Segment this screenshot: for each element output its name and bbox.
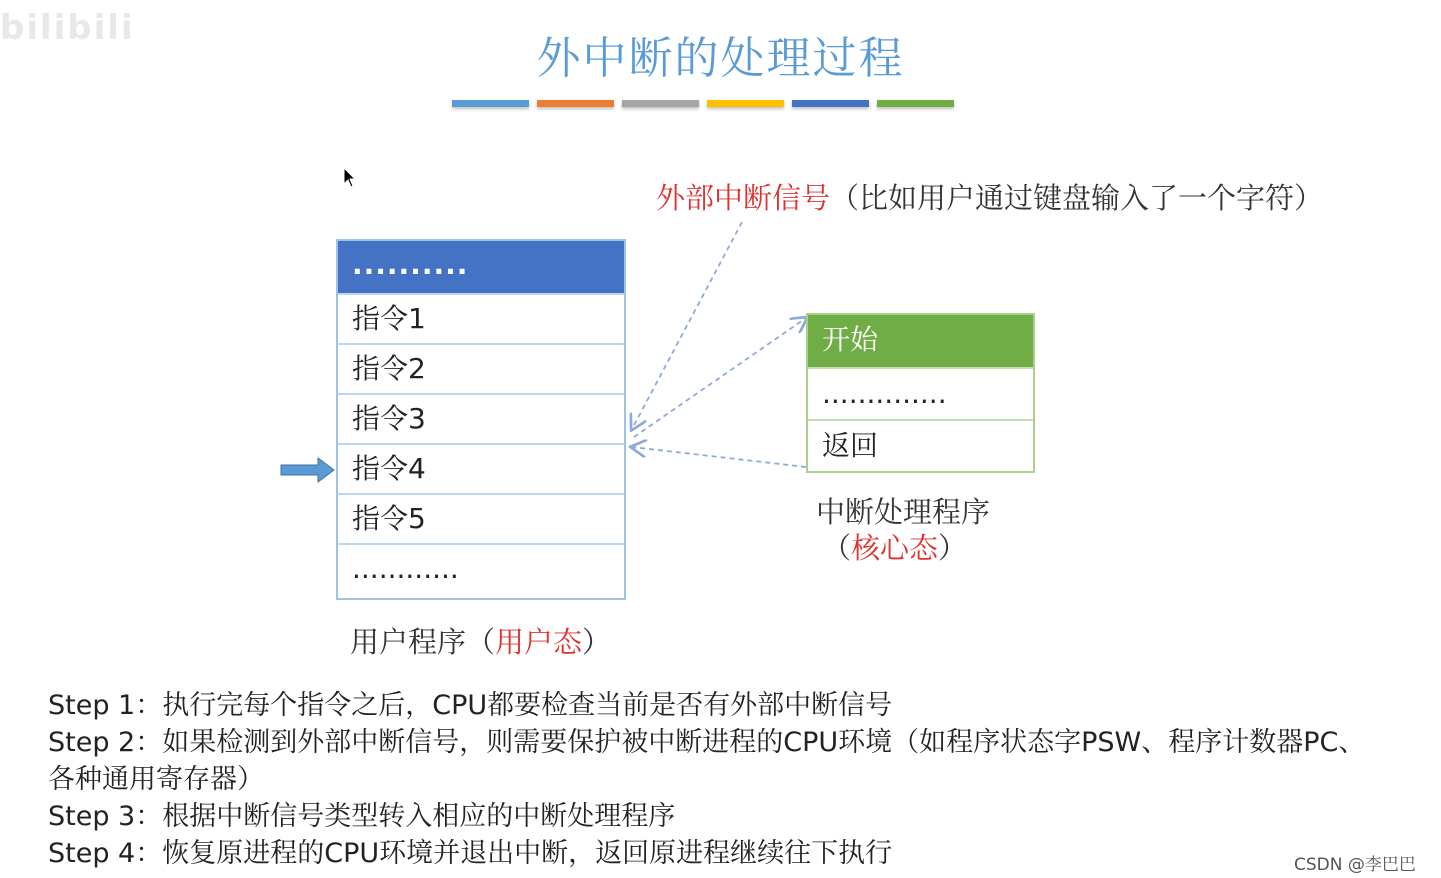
user-mode-label: 用户态 [495, 625, 583, 659]
user-caption-suffix: ） [582, 625, 612, 659]
user-program-caption [350, 620, 611, 661]
signal-label-red: 外部中断信号 [656, 181, 831, 215]
user-program-row: ............ [338, 543, 624, 598]
user-program-row: 指令4 [338, 443, 624, 493]
isr-row: 开始 [808, 315, 1033, 367]
step-item: Step 4：恢复原进程的CPU环境并退出中断，返回原进程继续往下执行 [48, 838, 893, 869]
isr-caption-line1: 中断处理程序 [816, 495, 991, 529]
signal-label-note: （比如用户通过键盘输入了一个字符） [830, 181, 1324, 215]
step-item: Step 3：根据中断信号类型转入相应的中断处理程序 [48, 801, 676, 832]
user-program-row: 指令1 [338, 293, 624, 343]
current-instruction-arrow-icon [280, 457, 336, 483]
isr-caption-line2 [816, 530, 990, 566]
user-program-row: 指令5 [338, 493, 624, 543]
signal-to-instruction-line [632, 222, 742, 429]
bilibili-logo: bilibili [0, 8, 135, 48]
step-item: Step 1：执行完每个指令之后，CPU都要检查当前是否有外部中断信号 [48, 690, 893, 721]
isr-row: .............. [808, 367, 1033, 419]
kernel-mode-label: 核心态 [851, 531, 939, 565]
user-program-row: 指令2 [338, 343, 624, 393]
interrupt-handler-caption [816, 494, 990, 566]
isr-row: 返回 [808, 419, 1033, 471]
isr-return-line [632, 447, 806, 467]
user-program-box [336, 239, 626, 600]
page-title: 外中断的处理过程 [536, 33, 905, 84]
user-program-row: .......... [338, 241, 624, 293]
step-item: Step 2：如果检测到外部中断信号，则需要保护被中断进程的CPU环境（如程序状态字PSW、程序计数器PC、各种通用寄存器） [48, 727, 1366, 795]
steps-list [48, 687, 1388, 872]
isr-caption-open: （ [822, 531, 852, 565]
user-program-row: 指令3 [338, 393, 624, 443]
csdn-watermark: CSDN @李巴巴 [1294, 855, 1416, 875]
user-caption-prefix: 用户程序（ [350, 625, 496, 659]
isr-caption-close: ） [938, 531, 968, 565]
interrupt-handler-box [806, 313, 1035, 473]
